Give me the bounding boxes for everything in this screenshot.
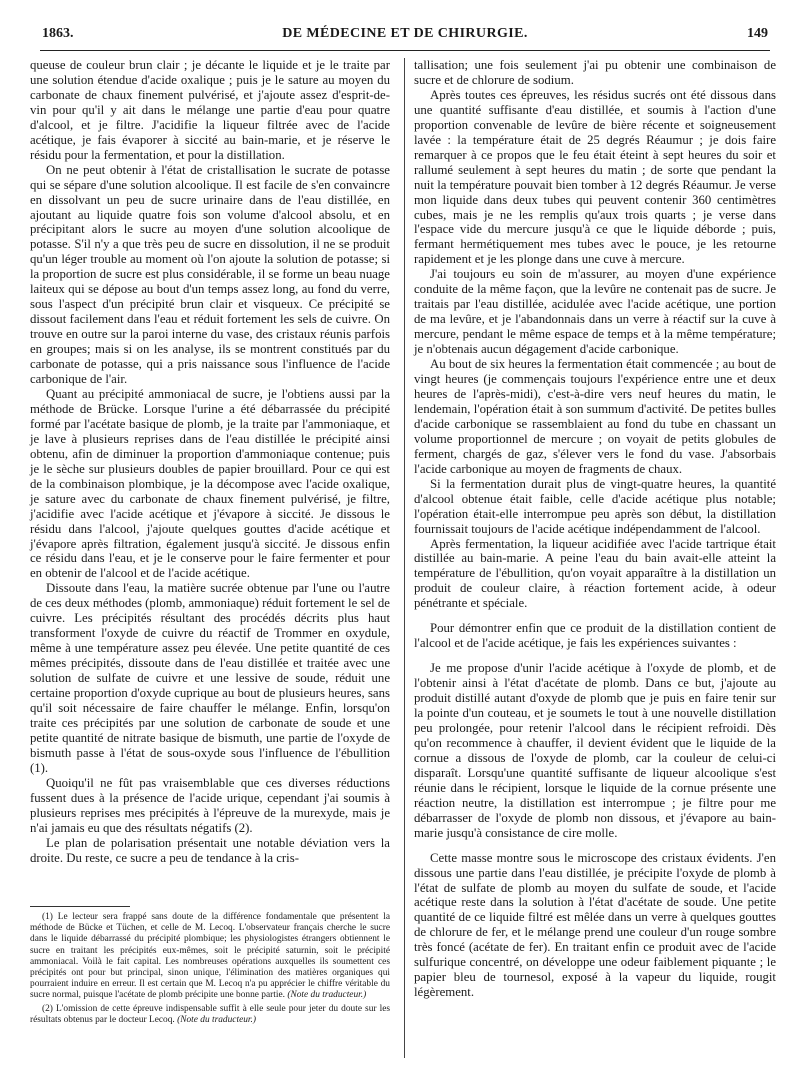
left-paragraph: queuse de couleur brun clair ; je décante le liquide et je le traite par une solution étendue d'acide oxalique ; puis je le sature au moyen du carbonate de chaux finement pulvérisé, et j'ajoute assez d'esprit-de-vin pour qu'il y ait dans le mélange une partie d'eau pour quatre d'alcool, et je filtre. J'acidifie la liqueur filtrée avec de l'acide acétique, je fais évaporer à siccité au bain-marie, et je réserve le résidu pour la fermentation, et pour la distillation. [30, 58, 390, 162]
left-paragraph: Quant au précipité ammoniacal de sucre, je l'obtiens aussi par la méthode de Brücke. Lorsque l'urine a été débarrassée du précipité formé par l'acétate basique de plomb, je la traite par l'ammoniaque, et je lave à plusieurs reprises dans de l'eau distillée le précipité ainsi obtenu, afin de diminuer la proportion d'ammoniaque contenue; puis je le sèche sur plusieurs doubles de papier brouillard. Pour ce qui est de la combinaison plombique, je la décompose avec l'acide oxalique, je sature avec du carbonate de chaux finement pulvérisé, je filtre, j'acidifie avec l'acide acétique et j'évapore à siccité. Je dissous le résidu dans l'alcool, j'ajoute quelques gouttes d'acide acétique et j'évapore après filtration, également jusqu'à siccité. Je dissous enfin ce résidu dans l'eau, et je le conserve pour le faire fermenter et pour en obtenir de l'alcool et de l'acide acétique. [30, 386, 390, 581]
right-paragraph: Pour démontrer enfin que ce produit de la distillation contient de l'alcool et de l'acide acétique, je fais les expériences suivantes : [414, 621, 776, 651]
left-paragraph: Le plan de polarisation présentait une notable déviation vers la droite. Du reste, ce sucre a peu de tendance à la cris- [30, 835, 390, 865]
footnote [30, 1004, 390, 1026]
left-paragraph: On ne peut obtenir à l'état de cristallisation le sucrate de potasse qui se sépare d'une solution alcoolique. Il est facile de s'en convaincre en dissolvant un peu de sucre urinaire dans de l'eau distillée, en ajoutant au liquide quatre fois son volume d'alcool absolu, et en précipitant alors le sucre au moyen d'une solution alcoolique de potasse. S'il n'y a que très peu de sucre en dissolution, il ne se produit qu'un léger trouble au moment où l'on ajoute la solution de potasse; si la proportion de sucre est plus considérable, il se forme un beau nuage laiteux qui se dépose au bout d'un temps assez long, au fond du verre, sous l'aspect d'un précipité brun clair et visqueux. Ce précipité se dissout facilement dans l'eau et réduit fortement les sels de cuivre. On trouve en outre sur la paroi interne du vase, des cristaux réunis parfois en groupes; mais si on les analyse, ils se montrent constitués par du carbonate de potasse, qui a pris naissance sous l'influence de l'acide carbonique de l'air. [30, 162, 390, 387]
footnote-signature: (Note du traducteur.) [287, 990, 367, 1001]
right-paragraph: Après toutes ces épreuves, les résidus sucrés ont été dissous dans une quantité suffisante d'eau distillée, et soumis à l'action d'une proportion convenable de levûre de bière récente et soigneusement lavée : la température était de 25 degrés Réaumur ; je dois faire remarquer à ce propos que le feu était éteint à sept heures du soir et rallumé seulement à sept heures du matin ; de sorte que pendant la nuit la température pouvait bien tomber à 12 degrés Réaumur. Je verse mon liquide dans deux tubes qui peuvent contenir 360 centimètres cubes, mais je ne les remplis qu'aux trois quarts ; je verse dans l'espace vide du mercure jusqu'à ce que le liquide déborde ; puis, fermant hermétiquement mes tubes avec le pouce, je les retourne rapidement et je les plonge dans une cuve à mercure. [414, 87, 776, 267]
column-divider [404, 58, 405, 1058]
right-paragraph: Après fermentation, la liqueur acidifiée avec l'acide tartrique était distillée au bain-marie. A peine l'eau du bain avait-elle atteint la température de l'ébullition, qu'on voyait apparaître à la distillation un produit de couleur claire, à réaction fortement acide, à odeur pénétrante et spéciale. [414, 536, 776, 611]
right-paragraph: tallisation; une fois seulement j'ai pu obtenir une combinaison de sucre et de chlorure de sodium. [414, 58, 776, 87]
right-paragraph: Cette masse montre sous le microscope des cristaux évidents. J'en dissous une partie dans l'eau distillée, je précipite l'oxyde de plomb à l'état de sulfate de plomb au moyen du sulfate de soude, et l'acide acétique reste dans la solution à l'état d'acétate de soude. Une petite quantité de ce liquide filtré est mêlée dans un verre à quelques gouttes de chlorure de fer, et le mélange prend une couleur d'un rouge sombre très foncé (acétate de fer). En traitant enfin ce produit avec de l'acide sulfurique concentré, on développe une odeur faiblement piquante ; le papier bleu de tournesol, exposé à la vapeur du liquide, rougit légèrement. [414, 850, 776, 1000]
header-journal-title: DE MÉDECINE ET DE CHIRURGIE. [282, 26, 528, 41]
right-paragraph: Je me propose d'unir l'acide acétique à l'oxyde de plomb, et de l'obtenir ainsi à l'état d'acétate de plomb. Dans ce but, j'ajoute au produit distillé autant d'oxyde de plomb que je puis en faire tenir sur la pointe d'un couteau, et je soumets le tout à une nouvelle distillation peu prolongée, pour retenir l'alcool dans le récipient refroidi. Dès qu'on recommence à chauffer, il devient évident que le liquide de la cornue a dissous de l'oxyde de plomb, car la couleur de celui-ci disparaît. Lorsqu'une quantité suffisante de liqueur alcoolique s'est réunie dans le récipient, lorsque le liquide de la cornue présente une réaction neutre, la distillation est interrompue ; je filtre pour me débarrasser de l'oxyde de plomb non dissous, et j'évapore au bain-marie jusqu'à consistance de cire molle. [414, 661, 776, 840]
right-column [414, 58, 776, 1000]
footnote-signature: (Note du traducteur.) [177, 1014, 256, 1025]
header-year: 1863. [42, 26, 74, 41]
right-paragraph: Si la fermentation durait plus de vingt-quatre heures, la quantité d'alcool obtenue était faible, celle d'acide acétique plus notable; l'opération était-elle interrompue peu après son début, la distillation fournissait toujours de l'acide acétique indépendamment de l'alcool. [414, 476, 776, 536]
right-paragraph: Au bout de six heures la fermentation était commencée ; au bout de vingt heures (je commençais toujours l'expérience entre une et deux heures de l'après-midi), c'est-à-dire vers neuf heures du matin, le lendemain, l'opération était à son summum d'activité. De petites bulles d'acide carbonique se rassemblaient au fond du tube en chassant un volume proportionnel de mercure ; on voyait de petits globules de ferment, chargés de gaz, s'élever vers le fond du vase. J'absorbais l'acide carbonique au moyen de fragments de chaux. [414, 357, 776, 476]
left-column [30, 58, 390, 865]
footnote-text: (2) L'omission de cette épreuve indispensable suffit à elle seule pour jeter du doute sur les résultats obtenus par le docteur Lecoq. [30, 1003, 390, 1025]
footnote [30, 912, 390, 1002]
left-paragraph: Dissoute dans l'eau, la matière sucrée obtenue par l'une ou l'autre de ces deux méthodes (plomb, ammoniaque) réduit fortement le sel de cuivre. Les précipités résultant des procédés décrits plus haut transforment l'oxyde de cuivre du réactif de Trommer en oxydule, même à une température assez peu élevée. Une petite quantité de ces mêmes précipités, dissoute dans de l'eau distillée et traitée avec une solution de sulfate de cuivre et une lessive de soude, réduit une certaine proportion d'oxyde cuprique au bout de plusieurs heures, sans qu'il soit nécessaire de faire chauffer le mélange. Enfin, lorsqu'on traite ces précipités par une solution de carbonate de soude et une petite quantité de nitrate basique de bismuth, une partie de l'oxyde de bismuth passe à l'état de sous-oxyde sous l'influence de l'ébullition (1). [30, 581, 390, 775]
footnote-text: (1) Le lecteur sera frappé sans doute de la différence fondamentale que présentent la méthode de Bücke et Tüchen, et celle de M. Lecoq. L'observateur français cherche le sucre dans le liquide débarrassé du précipité plombique; les physiologistes étrangers obtiennent le sucre en traitant les précipités eux-mêmes, soit le précipité saturnin, soit le précipité ammoniacal. Voilà le fait capital. Les nombreuses opérations auxquelles ils soumettent ces précipités ont pour but principal, sinon unique, l'élimination des matières organiques qui pourraient induire en erreur. Il est certain que M. Lecoq n'a pu apprécier le chiffre véritable du sucre normal, puisque l'acétate de plomb précipite une bonne partie. [30, 912, 390, 1001]
footnotes [30, 912, 390, 1028]
footnote-rule [30, 906, 130, 907]
header-rule [40, 50, 770, 51]
running-header [42, 26, 768, 48]
header-page-number: 149 [747, 26, 768, 41]
left-paragraph: Quoiqu'il ne fût pas vraisemblable que ces diverses réductions fussent dues à la présence de l'acide urique, cependant j'ai soumis à plusieurs reprises mes précipités à l'épreuve de la murexyde, mais je n'ai jamais eu que des résultats négatifs (2). [30, 775, 390, 835]
right-paragraph: J'ai toujours eu soin de m'assurer, au moyen d'une expérience conduite de la même façon, que la levûre ne contenait pas de sucre. Je traitais par l'eau distillée, acidulée avec l'acide acétique, une portion de ma levûre, et je l'abandonnais dans un verre à réactif sur la cuve à mercure, pendant le même espace de temps et à la même température; je n'obtenais aucun dégagement d'acide carbonique. [414, 267, 776, 357]
